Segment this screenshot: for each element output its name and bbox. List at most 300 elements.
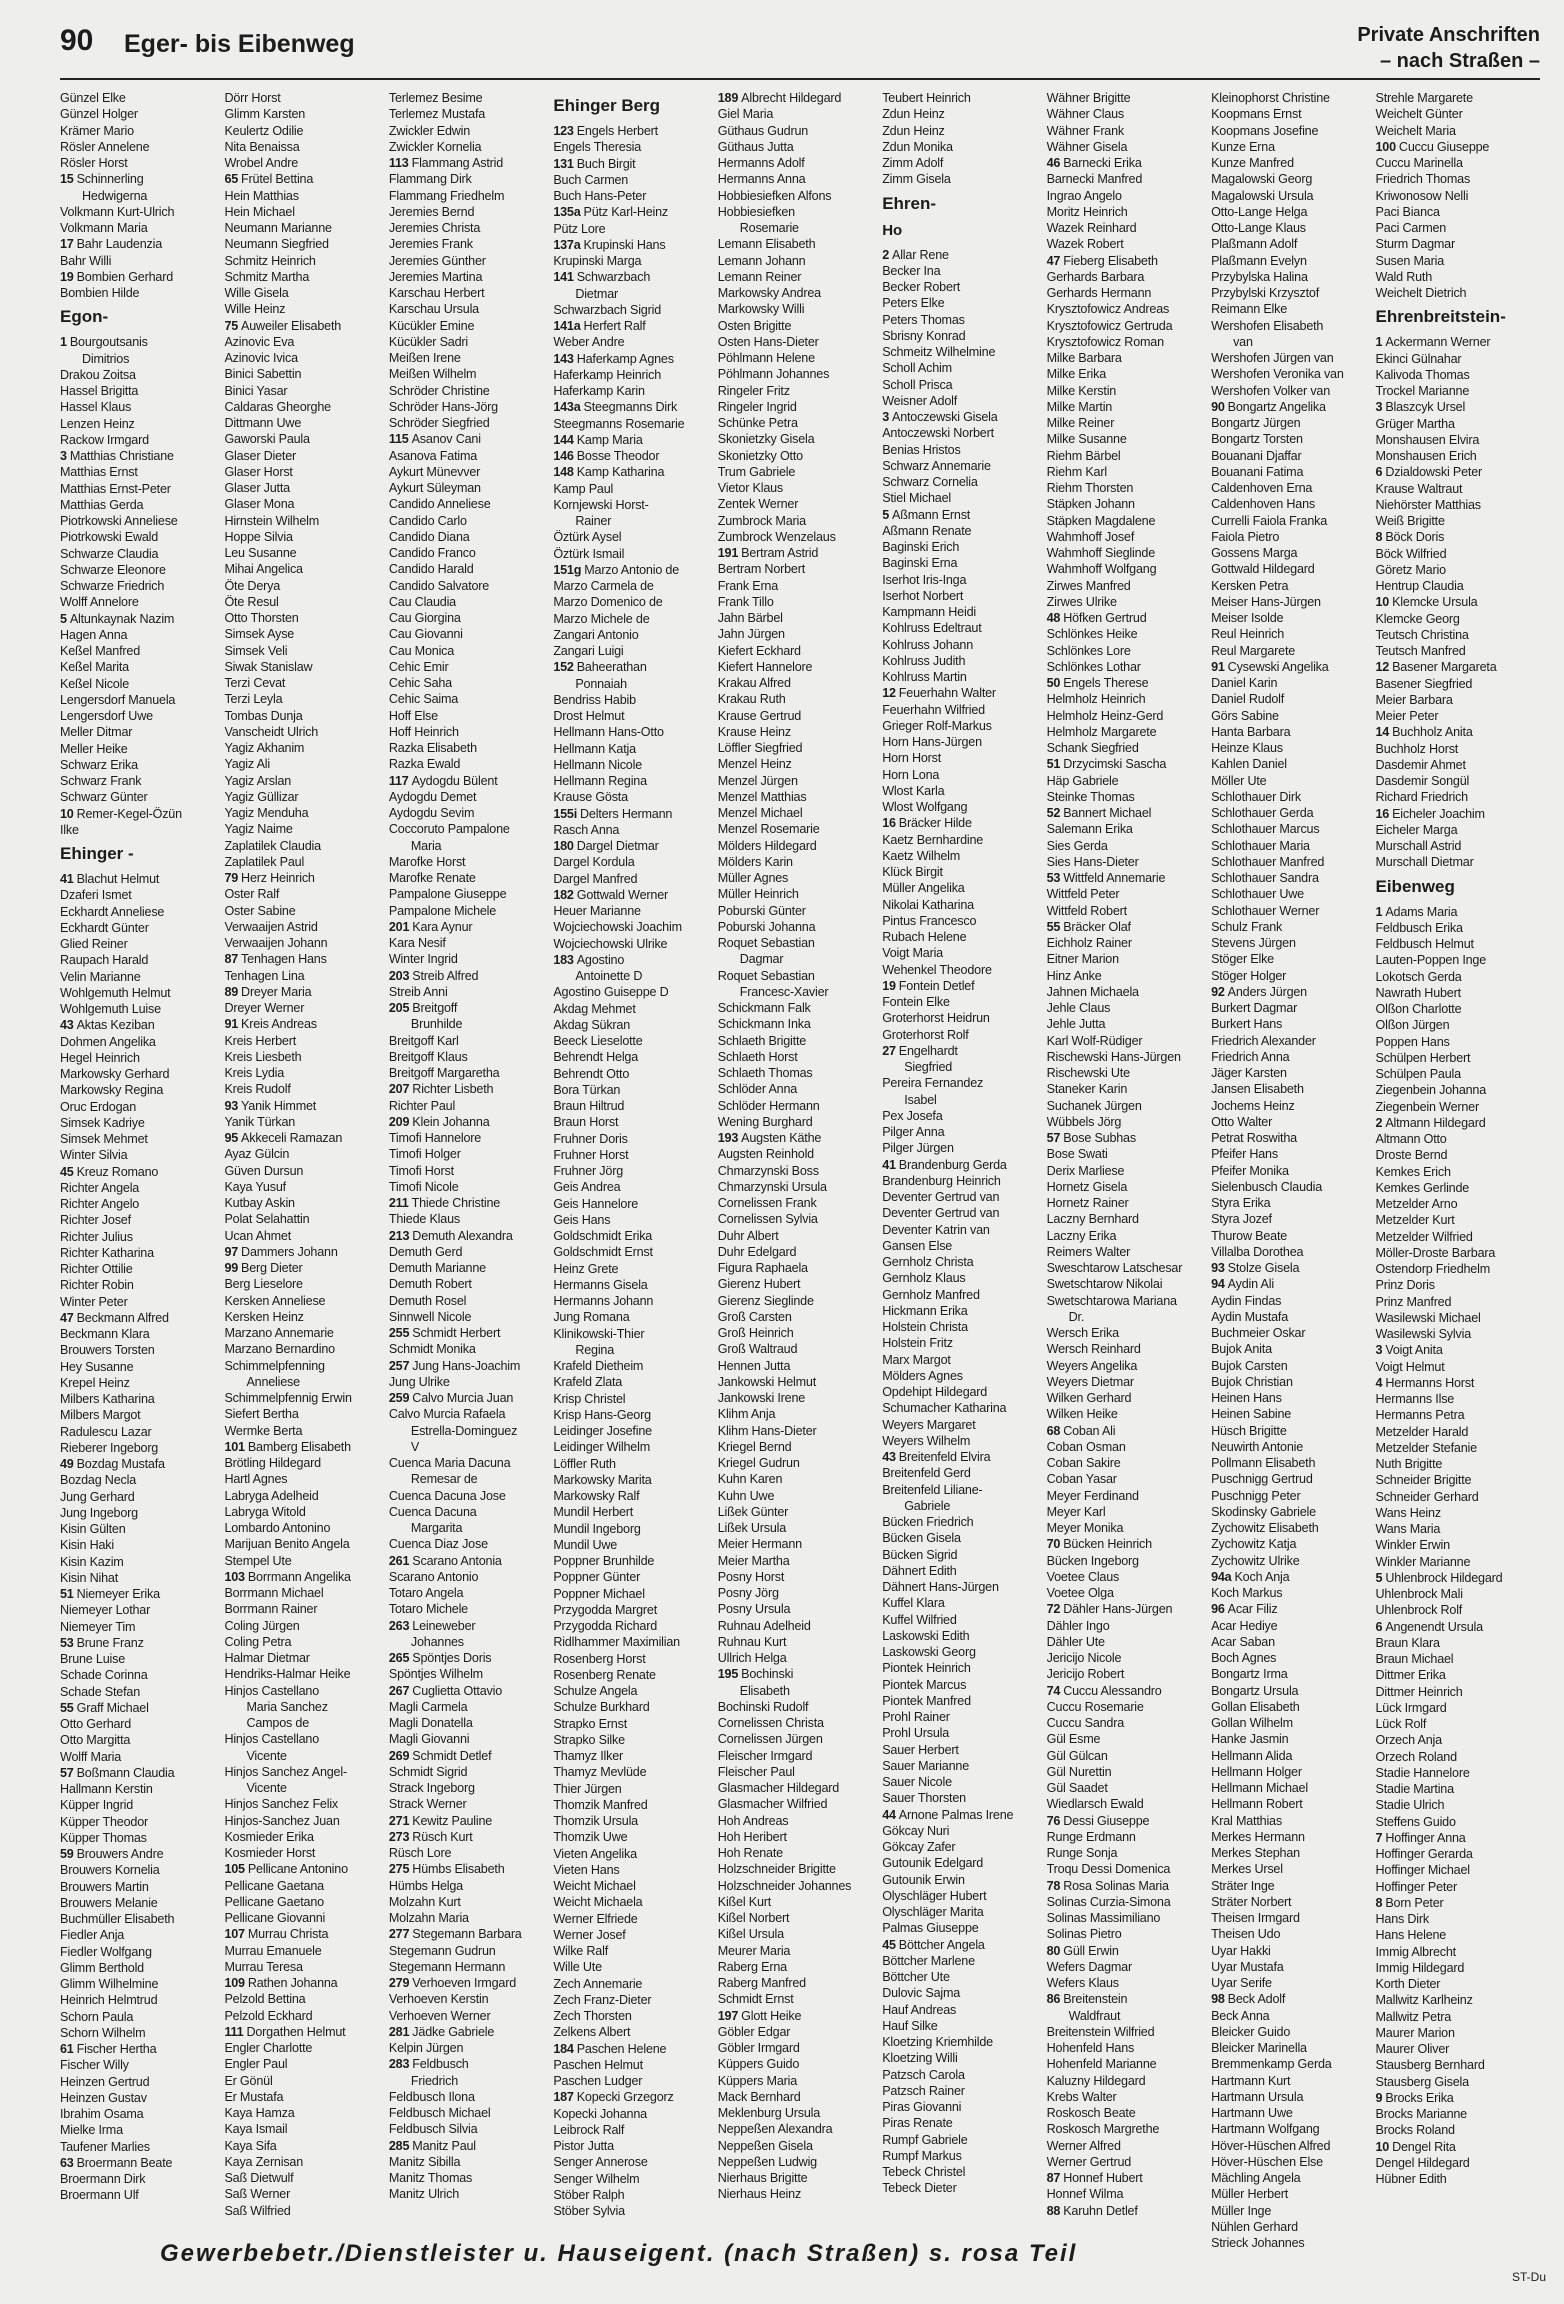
resident-name: Jäger Karsten xyxy=(1211,1066,1287,1080)
resident-entry xyxy=(718,1683,876,1699)
house-number: 47 xyxy=(60,1310,74,1325)
street-heading: Ehrenbreitstein- xyxy=(1375,307,1506,327)
resident-name: Hein Matthias xyxy=(224,188,299,203)
resident-name: Kreis Andreas xyxy=(241,1017,317,1032)
resident-name: Paci Bianca xyxy=(1375,204,1440,219)
resident-name: Hoh Andreas xyxy=(717,1813,789,1828)
resident-entry xyxy=(1211,1488,1369,1504)
resident-entry xyxy=(60,1472,218,1488)
resident-entry xyxy=(882,1660,1040,1676)
resident-entry xyxy=(60,1797,218,1813)
resident-name: Schinnerling xyxy=(76,172,144,187)
resident-name: Rosenberg Renate xyxy=(553,1667,656,1682)
resident-name: Stadie Ulrich xyxy=(1375,1798,1445,1813)
resident-name: Terlemez Besime xyxy=(388,91,483,105)
resident-entry xyxy=(389,2008,547,2024)
house-number: 193 xyxy=(717,1131,739,1145)
resident-name: Simsek Mehmet xyxy=(60,1132,148,1146)
resident-name: Meier Martha xyxy=(717,1553,790,1568)
resident-name: Daniel Rudolf xyxy=(1211,692,1285,707)
resident-name: Kaetz Bernhardine xyxy=(882,832,984,847)
resident-name: Wlost Karla xyxy=(882,783,945,798)
resident-entry xyxy=(60,1927,218,1943)
column-6 xyxy=(882,90,1046,2230)
resident-name: Scholl Achim xyxy=(882,361,952,376)
resident-name: Müller Agnes xyxy=(717,871,789,885)
resident-entry xyxy=(718,1195,876,1211)
resident-entry xyxy=(718,1634,876,1650)
resident-entry xyxy=(1211,1325,1369,1341)
resident-entry xyxy=(224,1341,382,1357)
resident-entry xyxy=(882,604,1040,620)
resident-entry xyxy=(1376,1700,1534,1716)
resident-name: Kewitz Pauline xyxy=(412,1813,493,1828)
resident-entry xyxy=(224,1634,382,1650)
footer-code: ST-Du xyxy=(1511,2270,1546,2284)
resident-name: Schlothauer Gerda xyxy=(1211,806,1314,820)
resident-entry xyxy=(553,1017,711,1033)
resident-entry xyxy=(224,594,382,610)
resident-entry xyxy=(1211,1650,1369,1666)
resident-name: Dr. xyxy=(1068,1309,1085,1324)
resident-name: Hellmann Michael xyxy=(1211,1781,1308,1795)
resident-name: Nikolai Katharina xyxy=(882,897,974,912)
resident-entry xyxy=(553,2073,711,2089)
resident-entry xyxy=(1376,1992,1534,2008)
resident-name: Voigt Anita xyxy=(1385,1343,1443,1358)
resident-name: Yagiz Menduha xyxy=(224,806,309,820)
resident-entry xyxy=(224,1065,382,1081)
resident-entry xyxy=(389,659,547,675)
resident-name: Glied Reiner xyxy=(60,937,128,951)
resident-entry xyxy=(882,994,1040,1010)
resident-name: Sträter Norbert xyxy=(1211,1894,1292,1909)
resident-name: Flammang Dirk xyxy=(388,172,472,187)
resident-name: Piras Renate xyxy=(882,2116,953,2131)
resident-entry xyxy=(882,1514,1040,1530)
resident-entry xyxy=(553,172,711,188)
resident-entry xyxy=(1047,2186,1205,2202)
resident-entry xyxy=(553,1293,711,1309)
resident-entry xyxy=(882,425,1040,441)
resident-entry xyxy=(60,773,218,789)
resident-name: Hermanns Johann xyxy=(553,1294,654,1308)
resident-name: Weyers Angelika xyxy=(1046,1358,1138,1373)
resident-name: Akkeceli Ramazan xyxy=(241,1131,343,1145)
resident-entry xyxy=(718,545,876,561)
resident-name: Cehic Saha xyxy=(388,676,452,690)
resident-name: Acar Filiz xyxy=(1227,1602,1278,1617)
resident-name: Breitenstein xyxy=(1063,1992,1128,2007)
resident-entry xyxy=(389,1211,547,1227)
resident-name: Gerhards Barbara xyxy=(1046,269,1145,284)
resident-name: Feldbusch Silvia xyxy=(388,2122,478,2137)
resident-entry xyxy=(1211,1471,1369,1487)
resident-name: Groß Carsten xyxy=(717,1309,792,1324)
resident-entry xyxy=(389,1553,547,1569)
resident-name: Kloetzing Willi xyxy=(882,2051,958,2066)
resident-entry xyxy=(1047,448,1205,464)
resident-entry xyxy=(224,1130,382,1146)
resident-entry xyxy=(60,1635,218,1651)
resident-entry xyxy=(60,1115,218,1131)
resident-entry xyxy=(1047,1813,1205,1829)
resident-name: Ringeler Ingrid xyxy=(717,399,797,414)
resident-entry xyxy=(224,1796,382,1812)
resident-entry xyxy=(224,1114,382,1130)
resident-name: Wittfeld Annemarie xyxy=(1063,871,1166,885)
resident-entry xyxy=(389,626,547,642)
resident-name: Klihm Hans-Dieter xyxy=(717,1423,817,1438)
resident-entry xyxy=(60,448,218,464)
resident-entry xyxy=(553,1699,711,1715)
resident-name: Antoczewski Norbert xyxy=(882,426,994,441)
resident-name: Milke Reiner xyxy=(1046,416,1115,430)
resident-entry xyxy=(1047,1731,1205,1747)
resident-name: Marx Margot xyxy=(882,1352,951,1367)
house-number: 16 xyxy=(1375,806,1390,821)
resident-entry xyxy=(1211,448,1369,464)
street-heading: Eibenweg xyxy=(1375,876,1455,896)
resident-entry xyxy=(1047,1471,1205,1487)
resident-entry xyxy=(1376,383,1534,399)
resident-entry xyxy=(553,1358,711,1374)
resident-entry xyxy=(1047,2040,1205,2056)
resident-entry xyxy=(389,285,547,301)
resident-entry xyxy=(718,1179,876,1195)
resident-name: Cysewski Angelika xyxy=(1227,659,1329,674)
resident-name: Wojciechowski Ulrike xyxy=(553,936,668,951)
resident-name: Weicht Michael xyxy=(553,1879,636,1893)
resident-entry xyxy=(882,507,1040,523)
resident-name: Rischewski Hans-Jürgen xyxy=(1046,1049,1181,1064)
resident-entry xyxy=(224,773,382,789)
resident-name: Broermann Ulf xyxy=(60,2188,139,2203)
resident-name: Wahmhoff Wolfgang xyxy=(1046,562,1157,577)
resident-entry xyxy=(718,1910,876,1926)
resident-entry xyxy=(224,496,382,512)
resident-entry xyxy=(718,1504,876,1520)
resident-name: Böck Wilfried xyxy=(1375,546,1447,561)
resident-name: Magli Carmela xyxy=(388,1699,468,1714)
resident-entry xyxy=(553,562,711,578)
resident-entry xyxy=(224,626,382,642)
resident-entry xyxy=(718,155,876,171)
resident-name: Marzano Bernardino xyxy=(224,1342,335,1357)
resident-name: Kersken Anneliese xyxy=(224,1293,326,1308)
page-number: 90 xyxy=(60,24,94,57)
resident-name: Hermanns Anna xyxy=(717,172,806,187)
resident-entry xyxy=(389,2186,547,2202)
resident-entry xyxy=(224,2105,382,2121)
resident-name: Wald Ruth xyxy=(1375,269,1433,284)
resident-entry xyxy=(553,2187,711,2203)
resident-entry xyxy=(882,328,1040,344)
resident-name: Scholl Prisca xyxy=(882,377,953,392)
resident-name: Kampmann Heidi xyxy=(882,605,976,619)
resident-name: Hennen Jutta xyxy=(717,1358,791,1373)
resident-name: Kuhn Uwe xyxy=(717,1488,775,1503)
resident-entry xyxy=(553,2089,711,2105)
house-number: 269 xyxy=(388,1748,410,1763)
resident-entry xyxy=(224,1601,382,1617)
resident-name: Peters Elke xyxy=(882,296,945,311)
resident-name: Prohl Ursula xyxy=(882,1726,950,1741)
resident-name: Gül Nurettin xyxy=(1046,1764,1112,1779)
resident-name: Kreis Rudolf xyxy=(224,1082,291,1097)
resident-entry xyxy=(1376,1846,1534,1862)
resident-entry xyxy=(60,253,218,269)
resident-entry xyxy=(718,1601,876,1617)
resident-entry xyxy=(718,984,876,1000)
resident-name: Kara Aynur xyxy=(412,919,473,934)
resident-entry xyxy=(882,1189,1040,1205)
resident-entry xyxy=(718,1228,876,1244)
resident-entry xyxy=(718,1244,876,1260)
resident-name: Niehörster Matthias xyxy=(1375,497,1481,512)
resident-name: Marzano Annemarie xyxy=(224,1326,334,1340)
resident-entry xyxy=(718,1488,876,1504)
resident-entry xyxy=(882,1920,1040,1936)
resident-name: Klemcke Georg xyxy=(1375,611,1460,626)
resident-name: Posny Ursula xyxy=(717,1602,791,1617)
resident-name: Francesc-Xavier xyxy=(739,984,829,999)
resident-name: Göbler Edgar xyxy=(717,2024,791,2039)
resident-name: Murschall Astrid xyxy=(1375,839,1462,853)
resident-entry xyxy=(882,1465,1040,1481)
resident-entry xyxy=(882,1547,1040,1563)
resident-entry xyxy=(224,561,382,577)
resident-entry xyxy=(389,464,547,480)
resident-name: Benias Hristos xyxy=(882,442,961,457)
resident-name: Hoppe Silvia xyxy=(224,529,293,544)
resident-entry xyxy=(553,1277,711,1293)
resident-entry xyxy=(1047,123,1205,139)
resident-name: Krämer Mario xyxy=(60,123,134,138)
resident-name: Kaya Hamza xyxy=(224,2106,295,2120)
resident-entry xyxy=(1211,659,1369,675)
resident-entry xyxy=(1211,805,1369,821)
resident-name: Verhoeven Werner xyxy=(388,2008,491,2023)
resident-name: Jeremies Günther xyxy=(388,253,486,268)
resident-entry xyxy=(224,805,382,821)
resident-name: Binici Sabettin xyxy=(224,367,302,382)
resident-name: Akdag Mehmet xyxy=(553,1001,636,1016)
resident-name: Sauer Thorsten xyxy=(882,1791,966,1806)
resident-name: Lück Rolf xyxy=(1375,1717,1427,1731)
resident-entry xyxy=(224,480,382,496)
resident-entry xyxy=(1211,1049,1369,1065)
resident-entry xyxy=(882,2132,1040,2148)
resident-name: Ekinci Gülnahar xyxy=(1375,351,1462,366)
resident-entry xyxy=(1047,1211,1205,1227)
resident-entry xyxy=(882,1904,1040,1920)
house-number: 14 xyxy=(1375,725,1390,740)
resident-entry xyxy=(553,1228,711,1244)
resident-name: Rösler Horst xyxy=(60,156,128,170)
resident-entry xyxy=(882,523,1040,539)
resident-name: Kleinophorst Christine xyxy=(1211,91,1330,105)
resident-name: Verhoeven Irmgard xyxy=(412,1976,517,1990)
resident-entry xyxy=(389,253,547,269)
resident-name: Bongartz Ursula xyxy=(1211,1683,1299,1698)
resident-entry xyxy=(389,2040,547,2056)
resident-entry xyxy=(553,1976,711,1992)
resident-name: Nita Benaissa xyxy=(224,139,300,154)
resident-name: Breitenstein Wilfried xyxy=(1046,2024,1155,2039)
resident-name: Caldaras Gheorghe xyxy=(224,399,331,414)
resident-entry xyxy=(389,1488,547,1504)
resident-name: Feldbusch xyxy=(412,2057,469,2072)
resident-name: Wans Maria xyxy=(1375,1522,1441,1536)
resident-entry xyxy=(718,1813,876,1829)
resident-entry xyxy=(60,513,218,529)
house-number: 49 xyxy=(60,1457,74,1471)
resident-name: Tebeck Christel xyxy=(882,2165,966,2179)
resident-entry xyxy=(882,880,1040,896)
resident-entry xyxy=(1211,1211,1369,1227)
resident-entry xyxy=(553,757,711,773)
resident-entry xyxy=(553,351,711,367)
resident-name: Wilke Ralf xyxy=(553,1944,608,1958)
resident-entry xyxy=(553,1163,711,1179)
resident-entry xyxy=(1047,285,1205,301)
resident-name: Güll Erwin xyxy=(1063,1943,1119,1958)
resident-entry xyxy=(389,838,547,854)
resident-entry xyxy=(1376,1391,1534,1407)
resident-name: Buchmeier Oskar xyxy=(1211,1326,1306,1340)
resident-name: Jankowski Irene xyxy=(717,1391,806,1405)
resident-entry xyxy=(718,301,876,317)
resident-entry xyxy=(882,1384,1040,1400)
resident-entry xyxy=(718,220,876,236)
resident-entry xyxy=(718,1081,876,1097)
resident-entry xyxy=(60,1212,218,1228)
resident-entry xyxy=(553,1829,711,1845)
resident-name: Heinen Sabine xyxy=(1211,1407,1292,1422)
resident-entry xyxy=(882,1725,1040,1741)
resident-name: Wershofen Veronika van xyxy=(1211,367,1344,382)
resident-entry xyxy=(1211,236,1369,252)
resident-name: Hassel Klaus xyxy=(60,400,132,415)
resident-name: Gernholz Klaus xyxy=(882,1271,966,1286)
resident-entry xyxy=(1376,1066,1534,1082)
resident-name: Schmidt Ernst xyxy=(717,1992,794,2007)
resident-entry xyxy=(882,1417,1040,1433)
resident-name: Brouwers Kornelia xyxy=(60,1863,160,1878)
resident-entry xyxy=(1047,1390,1205,1406)
resident-name: Cuenca Dacuna Jose xyxy=(388,1488,506,1503)
resident-entry xyxy=(1047,1878,1205,1894)
resident-name: Coban Sakire xyxy=(1046,1456,1121,1470)
resident-entry xyxy=(718,626,876,642)
resident-entry xyxy=(1211,643,1369,659)
house-number: 131 xyxy=(553,156,574,171)
resident-entry xyxy=(224,1195,382,1211)
resident-entry xyxy=(60,1911,218,1927)
resident-name: Roskosch Margrethe xyxy=(1046,2122,1160,2137)
resident-entry xyxy=(553,1943,711,1959)
resident-name: Deventer Katrin van xyxy=(882,1222,990,1237)
resident-name: Jahn Bärbel xyxy=(717,611,783,625)
resident-name: Schlothauer Dirk xyxy=(1211,789,1301,804)
resident-entry xyxy=(389,1325,547,1341)
resident-name: Laczny Erika xyxy=(1046,1228,1117,1243)
resident-name: Hübner Edith xyxy=(1375,2172,1447,2186)
resident-name: Schwarz Frank xyxy=(60,774,142,788)
resident-entry xyxy=(553,1504,711,1520)
resident-entry xyxy=(1211,1244,1369,1260)
resident-name: Kara Nesif xyxy=(388,936,446,950)
resident-name: Glimm Berthold xyxy=(60,1960,144,1975)
resident-name: Vanscheidt Ulrich xyxy=(224,724,319,739)
resident-entry xyxy=(224,188,382,204)
resident-name: Herz Heinrich xyxy=(241,871,315,885)
house-number: 213 xyxy=(388,1228,410,1243)
resident-entry xyxy=(389,903,547,919)
resident-entry xyxy=(224,1406,382,1422)
resident-name: Swetschtarow Nikolai xyxy=(1046,1277,1163,1292)
resident-entry xyxy=(718,919,876,935)
resident-name: Uyar Serife xyxy=(1211,1976,1272,1990)
resident-name: Beckmann Klara xyxy=(60,1327,150,1341)
resident-entry xyxy=(1047,545,1205,561)
resident-entry xyxy=(389,383,547,399)
resident-name: Senger Wilhelm xyxy=(553,2171,640,2186)
resident-name: Petrat Roswitha xyxy=(1211,1131,1297,1145)
resident-entry xyxy=(389,1439,547,1455)
resident-name: Meier Hermann xyxy=(717,1537,802,1552)
resident-entry xyxy=(553,253,711,269)
resident-entry xyxy=(718,334,876,350)
resident-entry xyxy=(1211,2154,1369,2170)
resident-entry xyxy=(1211,1553,1369,1569)
resident-name: Tenhagen Lina xyxy=(224,968,305,983)
resident-name: Hendriks-Halmar Heike xyxy=(224,1667,351,1682)
resident-name: Weicht Michaela xyxy=(553,1895,643,1910)
resident-entry xyxy=(553,871,711,887)
resident-name: Otto-Lange Helga xyxy=(1211,204,1308,219)
resident-entry xyxy=(60,1294,218,1310)
resident-entry xyxy=(882,360,1040,376)
resident-name: Prinz Doris xyxy=(1375,1278,1435,1293)
resident-name: Laczny Bernhard xyxy=(1046,1212,1139,1227)
resident-name: Zdun Monika xyxy=(882,139,953,154)
resident-entry xyxy=(1211,366,1369,382)
resident-entry xyxy=(224,2203,382,2219)
resident-entry xyxy=(1376,1944,1534,1960)
resident-entry xyxy=(718,2170,876,2186)
resident-entry xyxy=(553,1683,711,1699)
resident-name: Kriwonosow Nelli xyxy=(1375,188,1469,203)
resident-entry xyxy=(60,920,218,936)
resident-name: Weiß Brigitte xyxy=(1375,514,1445,528)
resident-name: Wrobel Andre xyxy=(224,156,299,170)
resident-name: Ostendorp Friedhelm xyxy=(1375,1262,1490,1276)
resident-name: Bertram Astrid xyxy=(741,546,819,560)
resident-name: Güthaus Jutta xyxy=(717,139,794,154)
resident-name: Caldenhoven Erna xyxy=(1211,481,1313,495)
resident-name: Immig Hildegard xyxy=(1375,1960,1465,1975)
resident-name: Sies Hans-Dieter xyxy=(1046,854,1139,869)
resident-entry xyxy=(553,204,711,220)
resident-name: Borrmann Angelika xyxy=(247,1569,351,1584)
resident-name: Rackow Irmgard xyxy=(60,432,149,447)
resident-name: Bosse Theodor xyxy=(576,449,660,463)
resident-name: Streib Anni xyxy=(388,984,448,999)
resident-name: Laskowski Georg xyxy=(882,1645,976,1659)
resident-entry xyxy=(553,952,711,968)
